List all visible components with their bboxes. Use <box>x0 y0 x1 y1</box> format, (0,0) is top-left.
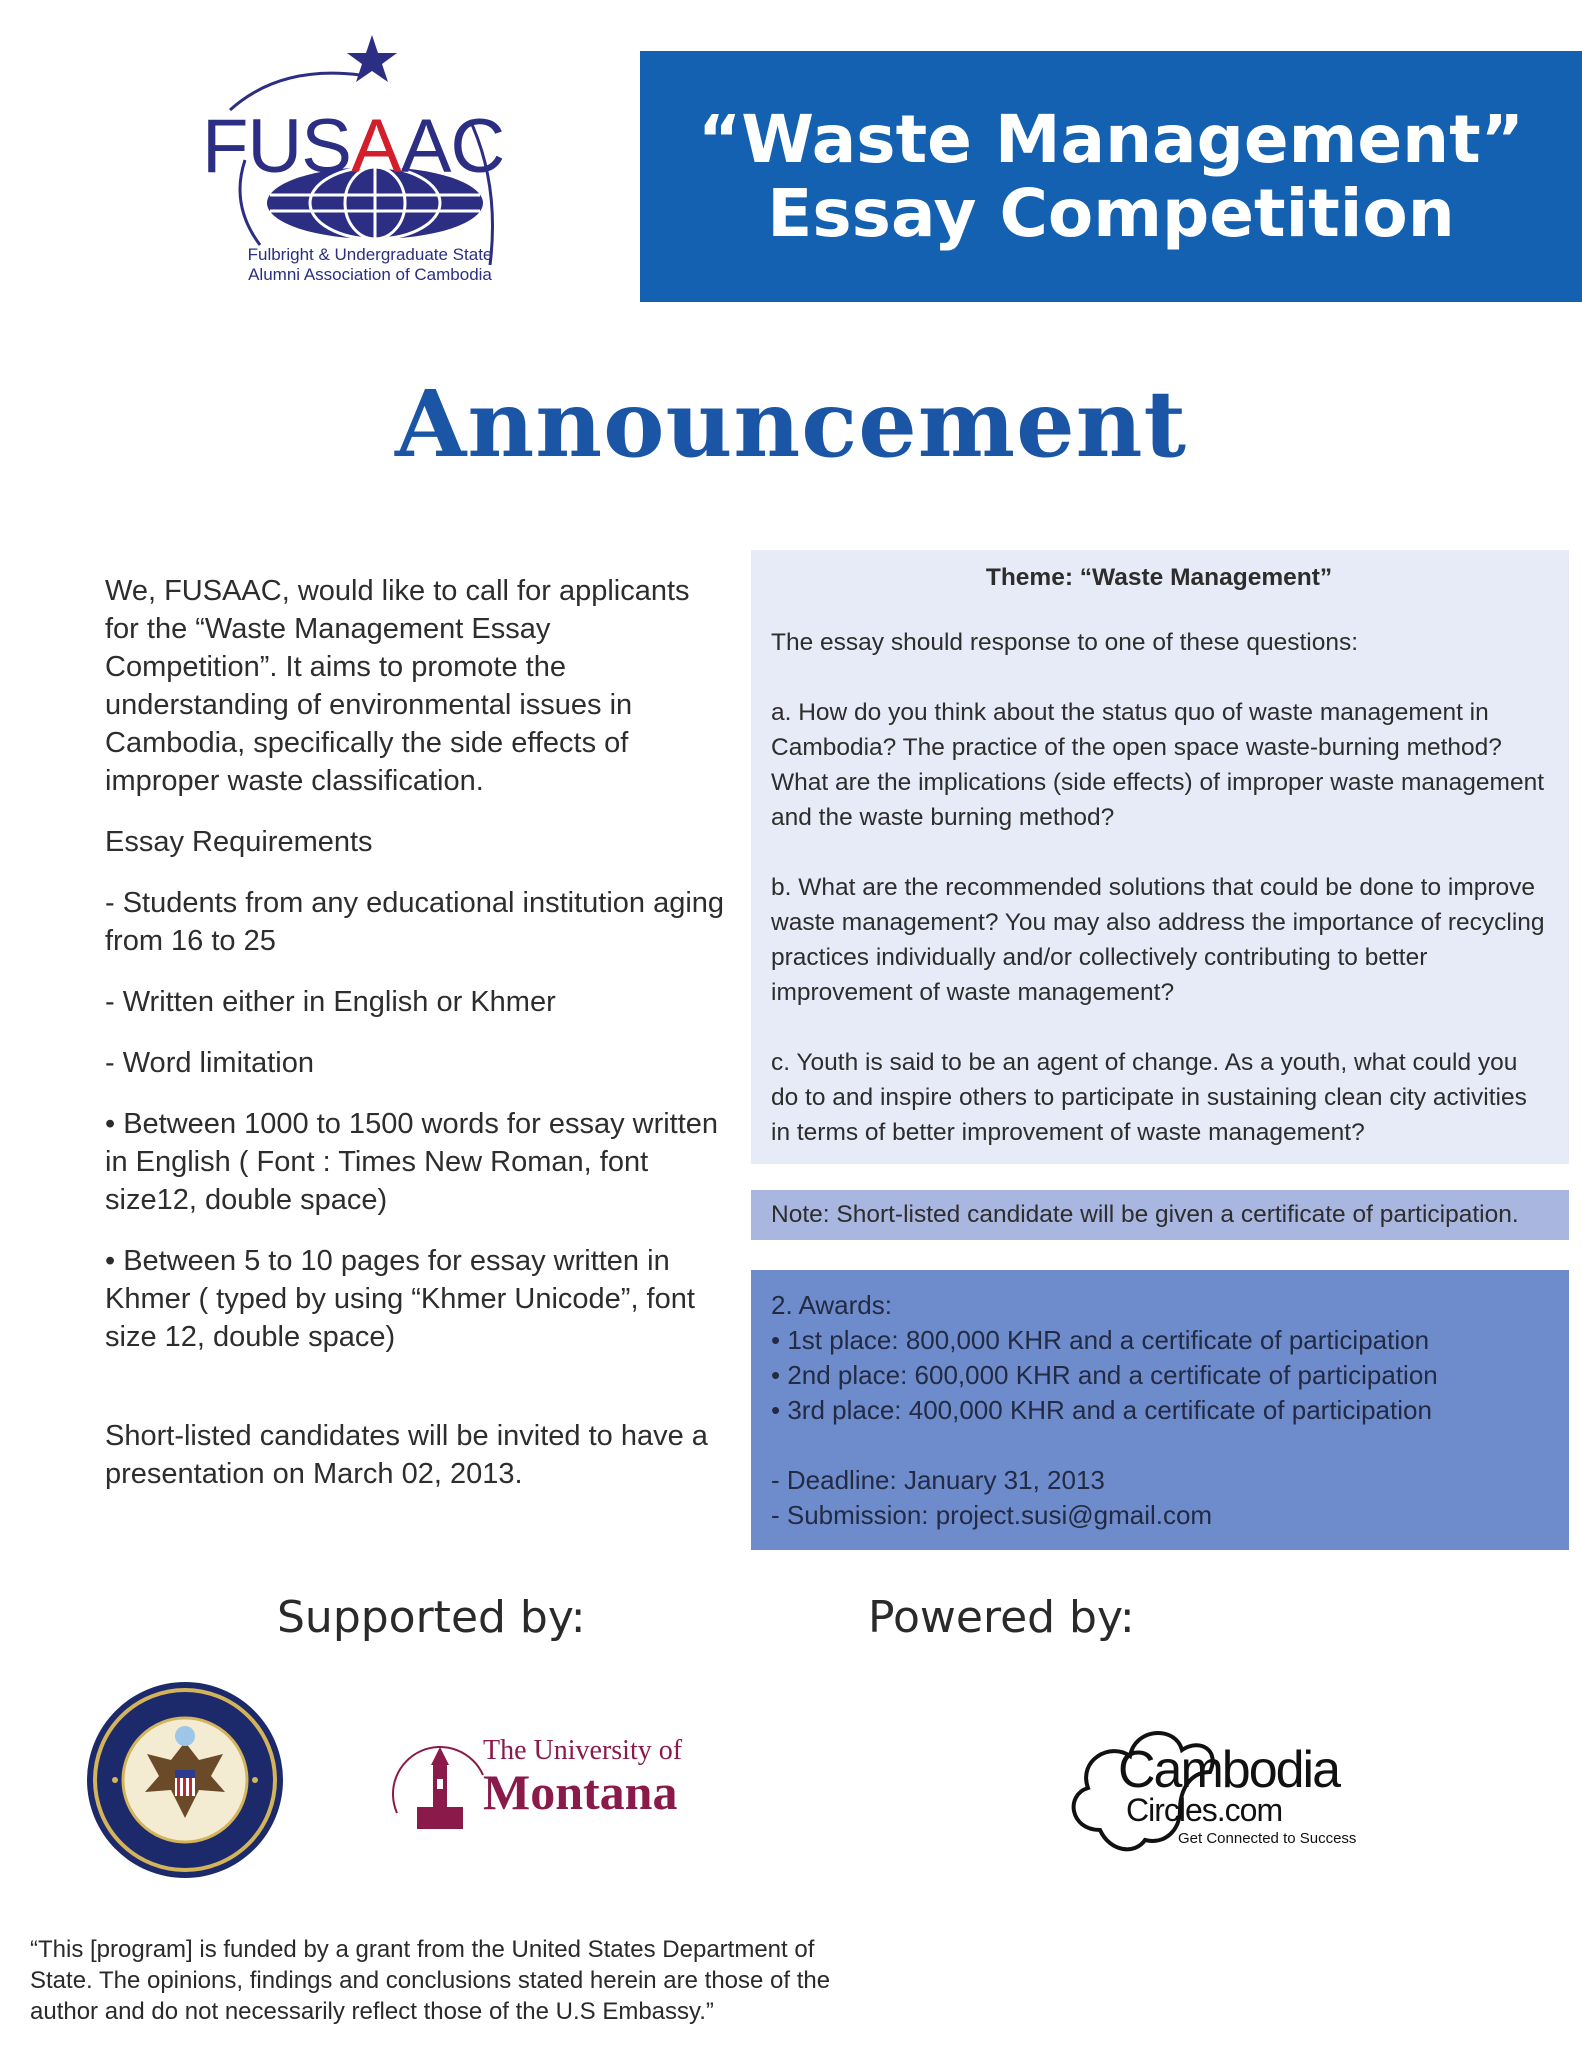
circles-wordmark: Circles.com <box>1126 1792 1283 1828</box>
fusaac-subtitle: Fulbright & Undergraduate State Alumni Association of Cambodia <box>247 245 493 284</box>
deadline: - Deadline: January 31, 2013 <box>771 1465 1105 1495</box>
announcement-heading: Announcement <box>394 370 1188 478</box>
awards-heading: 2. Awards: <box>771 1290 892 1320</box>
award-third: • 3rd place: 400,000 KHR and a certificate of participation <box>771 1395 1432 1425</box>
theme-title: Theme: “Waste Management” <box>985 564 1333 591</box>
requirement-khmer: • Between 5 to 10 pages for essay written in Khmer ( typed by using “Khmer Unicode”, font size 12, double space) <box>105 1245 695 1353</box>
intro-paragraph: We, FUSAAC, would like to call for applicants for the “Waste Management Essay Competition”. It aims to promote the understanding of environmental issues in Cambodia, specifically the side effects of improper waste classification. <box>105 575 690 797</box>
question-a: a. How do you think about the status quo of waste management in Cambodia? The practice of the open space waste-burning method? What are the implications (side effects) of improper waste management and the waste burning method? <box>771 699 1545 831</box>
university-of-montana-logo <box>385 1735 735 1845</box>
department-of-state-seal <box>85 1680 285 1880</box>
eagle-seal-icon <box>85 1680 285 1880</box>
submission-email[interactable]: - Submission: project.susi@gmail.com <box>771 1500 1213 1530</box>
award-second: • 2nd place: 600,000 KHR and a certificate of participation <box>771 1360 1438 1390</box>
requirement-word-limit: - Word limitation <box>105 1047 314 1079</box>
title-banner <box>640 51 1582 302</box>
awards-box <box>751 1270 1569 1550</box>
powered-by-heading: Powered by: <box>868 1592 1135 1643</box>
title-line-1: “Waste Management” <box>697 100 1525 178</box>
montana-seal-icon <box>385 1735 495 1845</box>
requirement-language: - Written either in English or Khmer <box>105 986 556 1018</box>
montana-line-1: The University of <box>483 1735 683 1766</box>
fusaac-wordmark: FUSAAC <box>202 104 505 189</box>
title-line-2: Essay Competition <box>767 174 1455 252</box>
note-box: Note: Short-listed candidate will be given a certificate of participation. <box>751 1190 1569 1240</box>
award-first: • 1st place: 800,000 KHR and a certificate of participation <box>771 1325 1430 1355</box>
left-column <box>105 572 730 1516</box>
requirement-english: • Between 1000 to 1500 words for essay written in English ( Font : Times New Roman, font size12, double space) <box>105 1108 719 1216</box>
requirements-heading: Essay Requirements <box>105 826 373 858</box>
cambodia-wordmark: Cambodia <box>1118 1741 1340 1799</box>
theme-box <box>751 550 1569 1164</box>
theme-prompt: The essay should response to one of these questions: <box>771 629 1359 656</box>
question-b: b. What are the recommended solutions that could be done to improve waste management? You may also address the importance of recycling practices individually and/or collectively contributing to better improvement of waste management? <box>771 874 1545 1006</box>
funding-disclaimer: “This [program] is funded by a grant from the United States Department of State. The opinions, findings and conclusions stated herein are those of the author and do not necessarily reflect those of the U.S Embassy.” <box>30 1936 831 2025</box>
presentation-note: Short-listed candidates will be invited to have a presentation on March 02, 2013. <box>105 1420 708 1490</box>
montana-line-2: Montana <box>483 1764 678 1820</box>
requirement-age: - Students from any educational institution aging from 16 to 25 <box>105 887 725 957</box>
cambodia-circles-logo <box>1060 1720 1380 1870</box>
question-c: c. Youth is said to be an agent of change. As a youth, what could you do to and inspire others to participate in sustaining clean city activities in terms of better improvement of waste management? <box>771 1049 1527 1146</box>
supported-by-heading: Supported by: <box>277 1592 586 1643</box>
cambodia-circles-tagline: Get Connected to Success <box>1178 1830 1357 1847</box>
fusaac-logo <box>190 35 530 295</box>
